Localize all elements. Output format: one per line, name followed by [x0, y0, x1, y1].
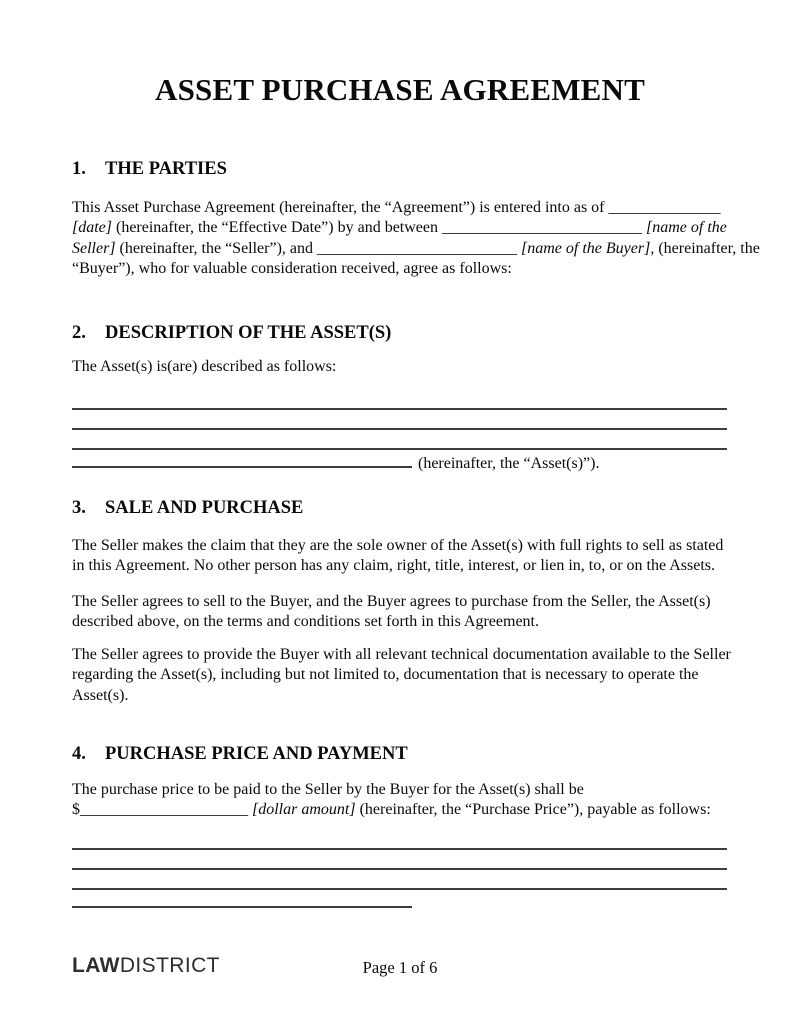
section-number: 2.	[72, 323, 86, 343]
section-3-heading	[72, 498, 303, 519]
section-heading-text: PURCHASE PRICE AND PAYMENT	[105, 744, 408, 764]
logo-law: LAW	[72, 954, 120, 977]
section-number: 1.	[72, 159, 86, 179]
section-number: 3.	[72, 498, 86, 518]
section-2-intro: The Asset(s) is(are) described as follows:	[72, 358, 337, 375]
blank-writing-line	[72, 410, 727, 430]
blank-writing-line	[72, 830, 727, 850]
section-3-paragraph-2: The Seller agrees to sell to the Buyer, and the Buyer agrees to purchase from the Seller, the Asset(s) described above, on the terms and conditions set forth in this Agreement.	[72, 593, 711, 631]
blank-line-suffix: (hereinafter, the “Asset(s)”).	[418, 455, 600, 472]
blank-writing-line	[72, 390, 727, 410]
logo-district: DISTRICT	[119, 954, 220, 977]
section-1-paragraph: This Asset Purchase Agreement (hereinafter, the “Agreement”) is entered into as of ______________ [date] (hereinafter, the “Effective Date”) by and between _________________________ [name of the Seller] (hereinafter, the “Seller”), and _________________________ [name of the Buyer], (hereinafter, the “Buyer”), who for valuable consideration received, agree as follows:	[72, 199, 760, 278]
section-2-blank-lines	[72, 390, 727, 474]
blank-writing-line	[72, 452, 412, 468]
partial-blank-line-row	[72, 452, 727, 474]
section-number: 4.	[72, 744, 86, 764]
section-3-paragraph-3: The Seller agrees to provide the Buyer with all relevant technical documentation available to the Seller regarding the Asset(s), including but not limited to, documentation that is necessary to operate the Asset(s).	[72, 646, 731, 704]
section-heading-text: DESCRIPTION OF THE ASSET(S)	[105, 323, 392, 343]
full-blank-lines	[72, 830, 727, 890]
section-4-heading	[72, 744, 408, 765]
blank-writing-line	[72, 430, 727, 450]
section-4-blank-lines	[72, 830, 727, 914]
section-4-paragraph: The purchase price to be paid to the Seller by the Buyer for the Asset(s) shall be $_____________________ [dollar amount] (hereinafter, the “Purchase Price”), payable as follows:	[72, 781, 711, 819]
document-title: ASSET PURCHASE AGREEMENT	[154, 72, 645, 107]
blank-writing-line	[72, 850, 727, 870]
section-1-heading	[72, 159, 227, 180]
section-2-heading	[72, 323, 391, 344]
full-blank-lines	[72, 390, 727, 450]
page-number: Page 1 of 6	[362, 958, 438, 977]
section-heading-text: SALE AND PURCHASE	[105, 498, 304, 518]
section-heading-text: THE PARTIES	[105, 159, 227, 179]
partial-blank-line-row	[72, 892, 727, 914]
section-3-paragraph-1: The Seller makes the claim that they are the sole owner of the Asset(s) with full rights to sell as stated in this Agreement. No other person has any claim, right, title, interest, or lien in, to, or on the Assets.	[72, 537, 724, 575]
blank-writing-line	[72, 870, 727, 890]
blank-writing-line	[72, 892, 412, 908]
